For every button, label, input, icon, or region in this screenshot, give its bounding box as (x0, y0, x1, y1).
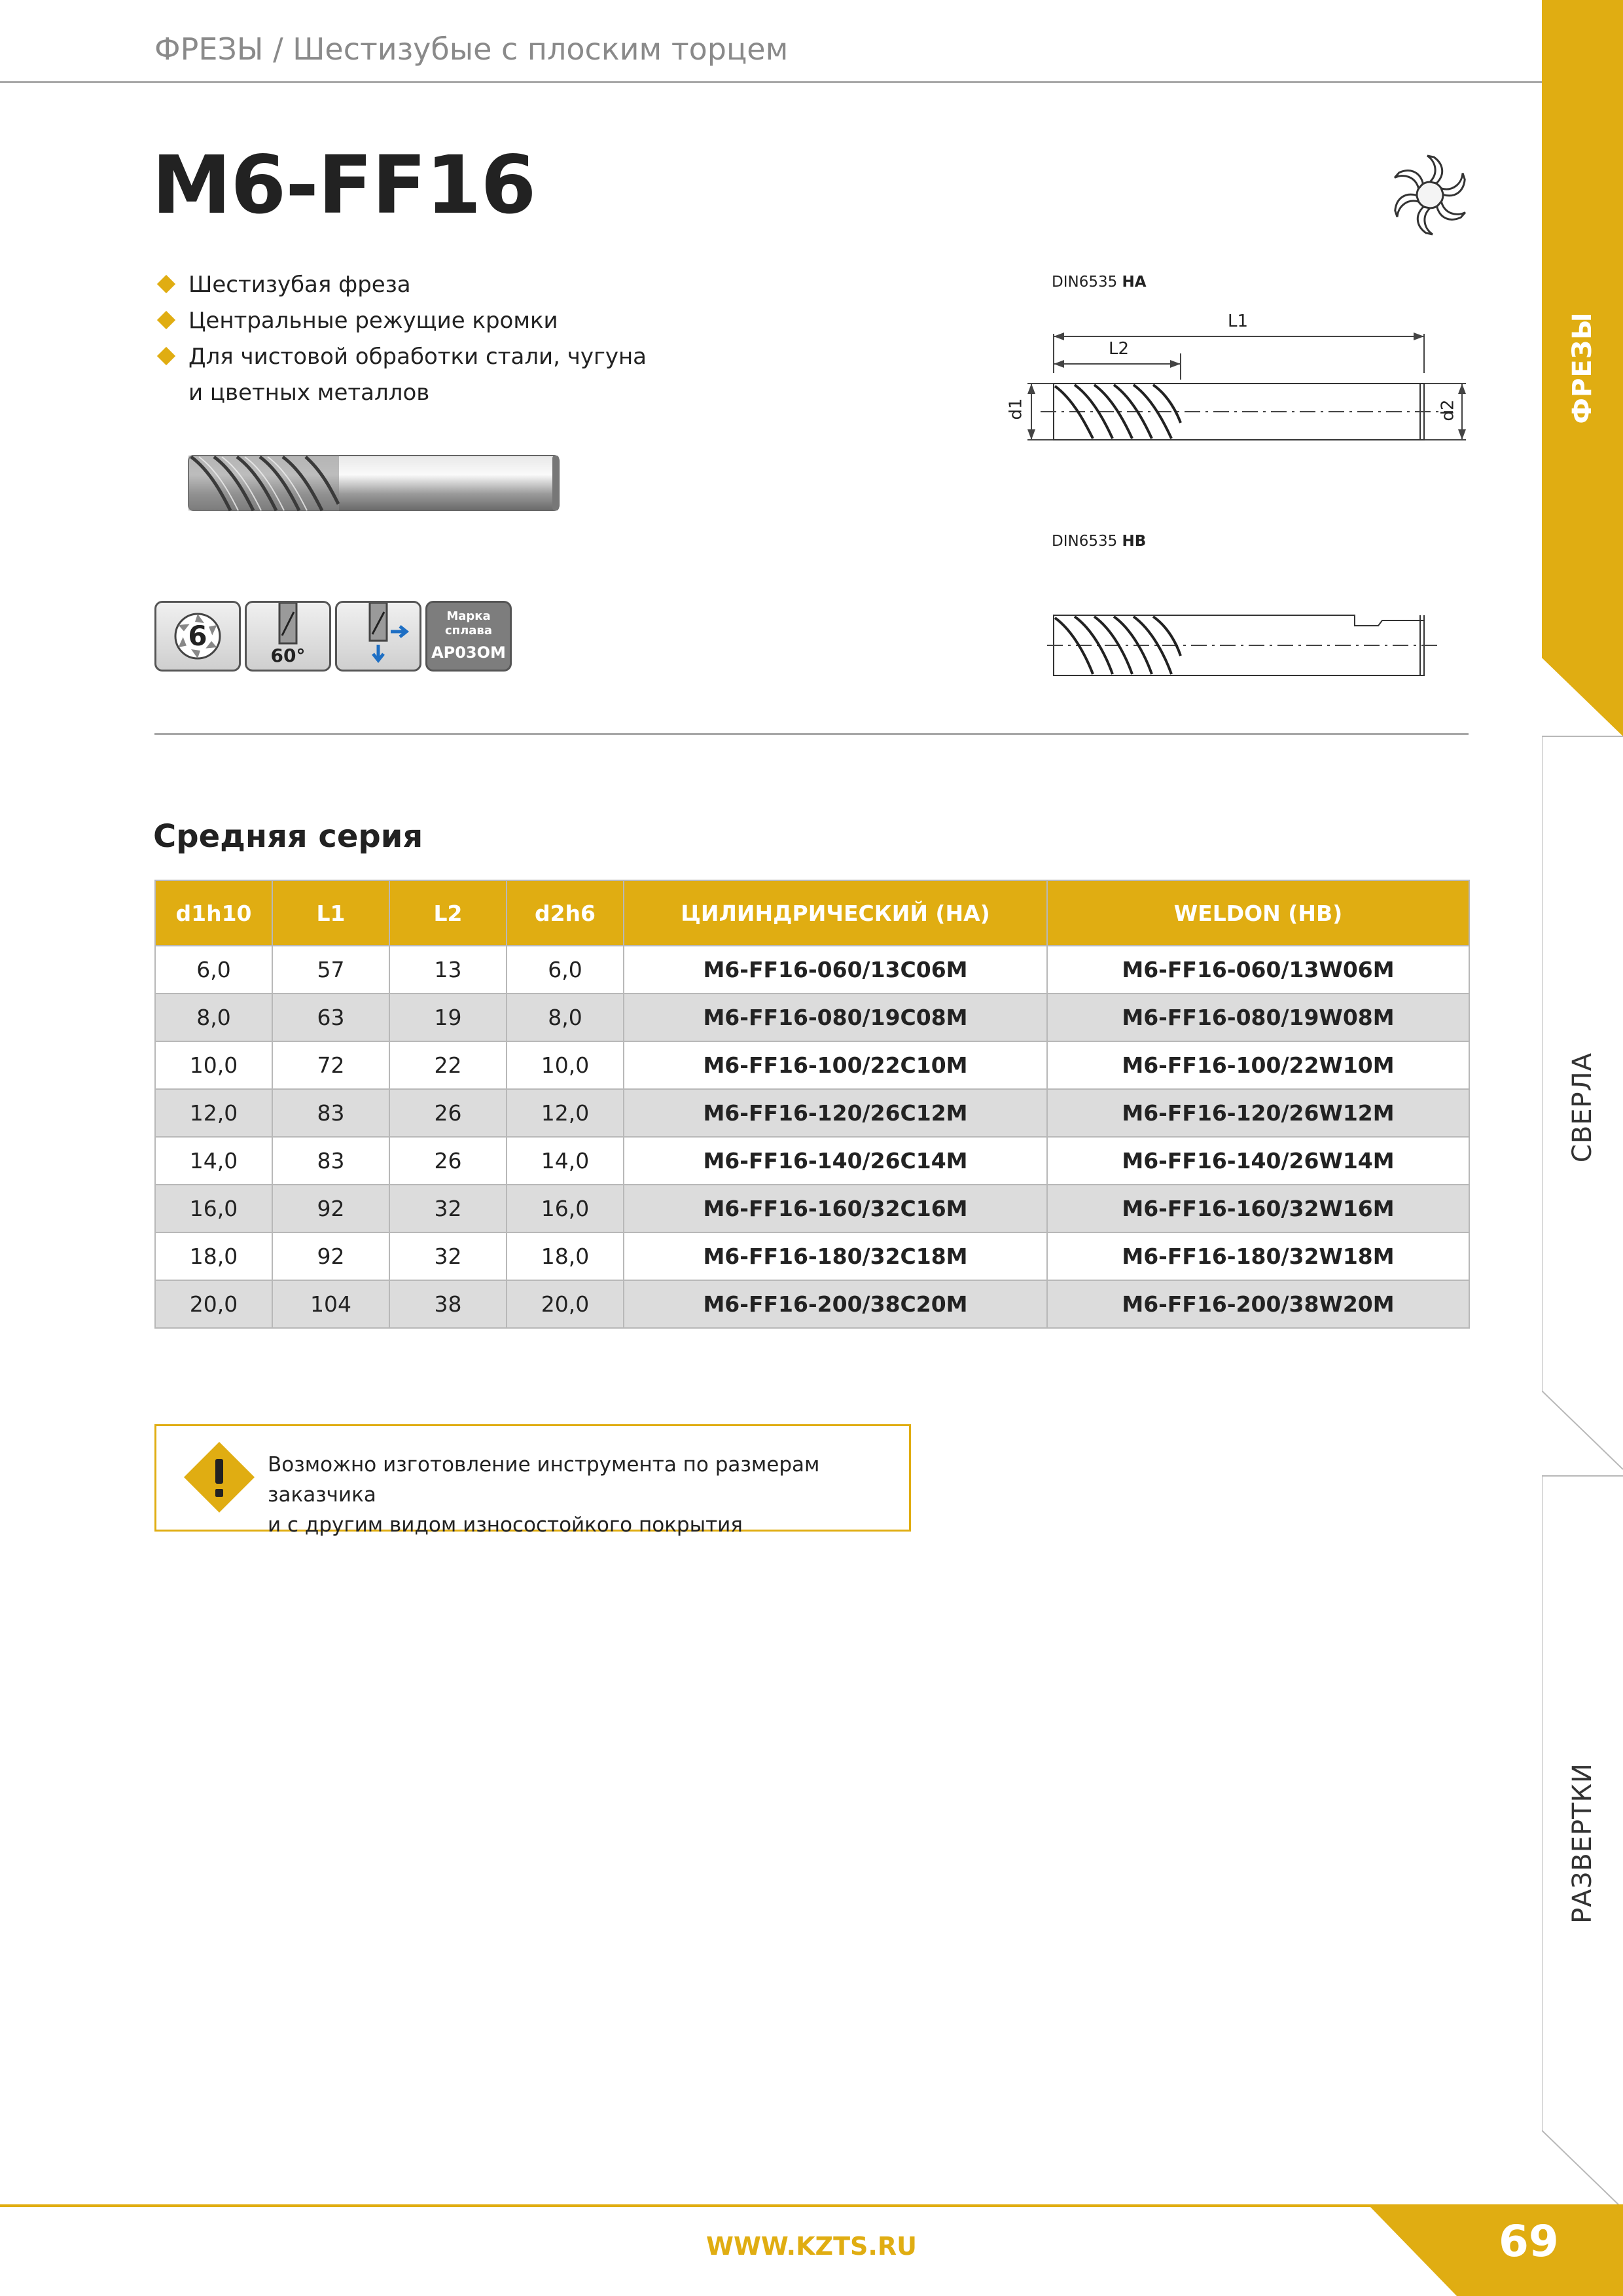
flute-count: 6 (188, 620, 207, 652)
custom-order-note (154, 1424, 911, 1537)
col-header-d1: d1h10 (155, 880, 272, 946)
cell-l2: 32 (389, 1232, 507, 1280)
cell-code-ha: M6-FF16-160/32C16M (624, 1185, 1047, 1232)
six-flute-section-icon (1391, 151, 1469, 240)
cell-d1: 14,0 (155, 1137, 272, 1185)
cell-code-ha: M6-FF16-120/26C12M (624, 1089, 1047, 1137)
cell-d1: 18,0 (155, 1232, 272, 1280)
feature-list (156, 267, 647, 411)
dim-d2-label: d2 (1438, 399, 1458, 422)
cell-l1: 104 (272, 1280, 389, 1328)
feature-item (156, 303, 647, 339)
table-row (155, 994, 1469, 1041)
feature-text: Центральные режущие кромки (188, 308, 558, 334)
product-title: M6-FF16 (152, 139, 536, 232)
cell-l2: 22 (389, 1041, 507, 1089)
flute-count-badge (154, 601, 241, 672)
tab-razvertki-label: РАЗВЕРТКИ (1567, 1763, 1597, 1924)
dim-l1-label: L1 (1228, 312, 1249, 331)
side-tab-strip (1542, 0, 1623, 2296)
alloy-grade: AP03OM (431, 643, 506, 662)
cell-code-ha: M6-FF16-100/22C10M (624, 1041, 1047, 1089)
page-number: 69 (1499, 2216, 1559, 2267)
cell-code-ha: M6-FF16-140/26C14M (624, 1137, 1047, 1185)
feature-item-continuation (156, 375, 647, 411)
feature-text: и цветных металлов (188, 380, 430, 406)
cell-code-ha: M6-FF16-060/13C06M (624, 946, 1047, 994)
cell-d2: 12,0 (507, 1089, 624, 1137)
center-cutting-badge (335, 601, 421, 672)
center-cutting-icon (337, 603, 419, 670)
din-ha-label (1052, 274, 1147, 291)
din-ha-type: HA (1122, 274, 1147, 291)
table-row (155, 1185, 1469, 1232)
cell-code-hb: M6-FF16-100/22W10M (1047, 1041, 1469, 1089)
cell-code-hb: M6-FF16-120/26W12M (1047, 1089, 1469, 1137)
cell-l2: 13 (389, 946, 507, 994)
cell-code-hb: M6-FF16-140/26W14M (1047, 1137, 1469, 1185)
hb-technical-drawing (1047, 610, 1453, 682)
feature-text: Для чистовой обработки стали, чугуна (188, 344, 647, 370)
col-header-l2: L2 (389, 880, 507, 946)
table-row (155, 1232, 1469, 1280)
tab-frezy-label: ФРЕЗЫ (1567, 312, 1597, 424)
cell-d2: 6,0 (507, 946, 624, 994)
feature-text: Шестизубая фреза (188, 272, 411, 298)
cell-code-hb: M6-FF16-180/32W18M (1047, 1232, 1469, 1280)
dim-d1-label: d1 (1006, 398, 1026, 420)
header-divider (0, 81, 1542, 83)
cell-l1: 72 (272, 1041, 389, 1089)
cell-d1: 12,0 (155, 1089, 272, 1137)
end-mill-photo (185, 452, 564, 514)
cell-l1: 83 (272, 1137, 389, 1185)
dim-l2-label: L2 (1109, 339, 1130, 359)
cell-d1: 10,0 (155, 1041, 272, 1089)
cell-l1: 92 (272, 1232, 389, 1280)
din-ha-prefix: DIN6535 (1052, 274, 1122, 291)
warning-icon (180, 1439, 259, 1518)
table-row (155, 1041, 1469, 1089)
din-hb-type: HB (1122, 533, 1147, 550)
breadcrumb: ФРЕЗЫ / Шестизубые с плоским торцем (154, 31, 789, 67)
diamond-bullet-icon (157, 311, 175, 329)
cell-code-ha: M6-FF16-080/19C08M (624, 994, 1047, 1041)
col-header-weldon: WELDON (HB) (1047, 880, 1469, 946)
note-line-1: Возможно изготовление инструмента по размерам заказчика (268, 1453, 820, 1507)
cell-l1: 92 (272, 1185, 389, 1232)
table-row (155, 1280, 1469, 1328)
helix-angle-badge (245, 601, 331, 672)
helix-angle: 60° (270, 645, 306, 666)
cell-d1: 8,0 (155, 994, 272, 1041)
note-line-2: и с другим видом износостойкого покрытия (268, 1513, 743, 1537)
cell-l2: 26 (389, 1137, 507, 1185)
cell-d2: 20,0 (507, 1280, 624, 1328)
cell-d1: 20,0 (155, 1280, 272, 1328)
cell-code-hb: M6-FF16-060/13W06M (1047, 946, 1469, 994)
din-hb-label (1052, 533, 1146, 550)
din-hb-prefix: DIN6535 (1052, 533, 1122, 550)
alloy-label-line2: сплава (445, 624, 492, 637)
cell-l2: 32 (389, 1185, 507, 1232)
cell-code-hb: M6-FF16-080/19W08M (1047, 994, 1469, 1041)
tab-sverla-label: СВЕРЛА (1567, 1052, 1597, 1163)
section-divider (154, 733, 1469, 735)
table-header-row (155, 880, 1469, 946)
cell-d1: 16,0 (155, 1185, 272, 1232)
diamond-bullet-icon (157, 275, 175, 293)
section-title: Средняя серия (153, 818, 423, 855)
cell-code-ha: M6-FF16-180/32C18M (624, 1232, 1047, 1280)
cell-d2: 8,0 (507, 994, 624, 1041)
col-header-l1: L1 (272, 880, 389, 946)
diamond-bullet-icon (157, 347, 175, 365)
alloy-grade-badge (425, 601, 512, 672)
cell-d2: 14,0 (507, 1137, 624, 1185)
cell-l1: 63 (272, 994, 389, 1041)
table-row (155, 1089, 1469, 1137)
cell-code-ha: M6-FF16-200/38C20M (624, 1280, 1047, 1328)
cell-d2: 18,0 (507, 1232, 624, 1280)
cell-l1: 57 (272, 946, 389, 994)
cell-l2: 19 (389, 994, 507, 1041)
cell-l2: 38 (389, 1280, 507, 1328)
col-header-cylindrical: ЦИЛИНДРИЧЕСКИЙ (HA) (624, 880, 1047, 946)
cell-d1: 6,0 (155, 946, 272, 994)
feature-item (156, 267, 647, 303)
cell-code-hb: M6-FF16-200/38W20M (1047, 1280, 1469, 1328)
cell-l2: 26 (389, 1089, 507, 1137)
cell-l1: 83 (272, 1089, 389, 1137)
helix-tool-icon (247, 603, 329, 649)
alloy-label-line1: Марка (446, 609, 491, 623)
cell-d2: 16,0 (507, 1185, 624, 1232)
cell-d2: 10,0 (507, 1041, 624, 1089)
table-row (155, 946, 1469, 994)
col-header-d2: d2h6 (507, 880, 624, 946)
note-text (268, 1450, 909, 1540)
spec-table (154, 880, 1470, 1329)
website-link[interactable]: WWW.KZTS.RU (706, 2232, 917, 2261)
cell-code-hb: M6-FF16-160/32W16M (1047, 1185, 1469, 1232)
feature-item (156, 339, 647, 375)
table-row (155, 1137, 1469, 1185)
